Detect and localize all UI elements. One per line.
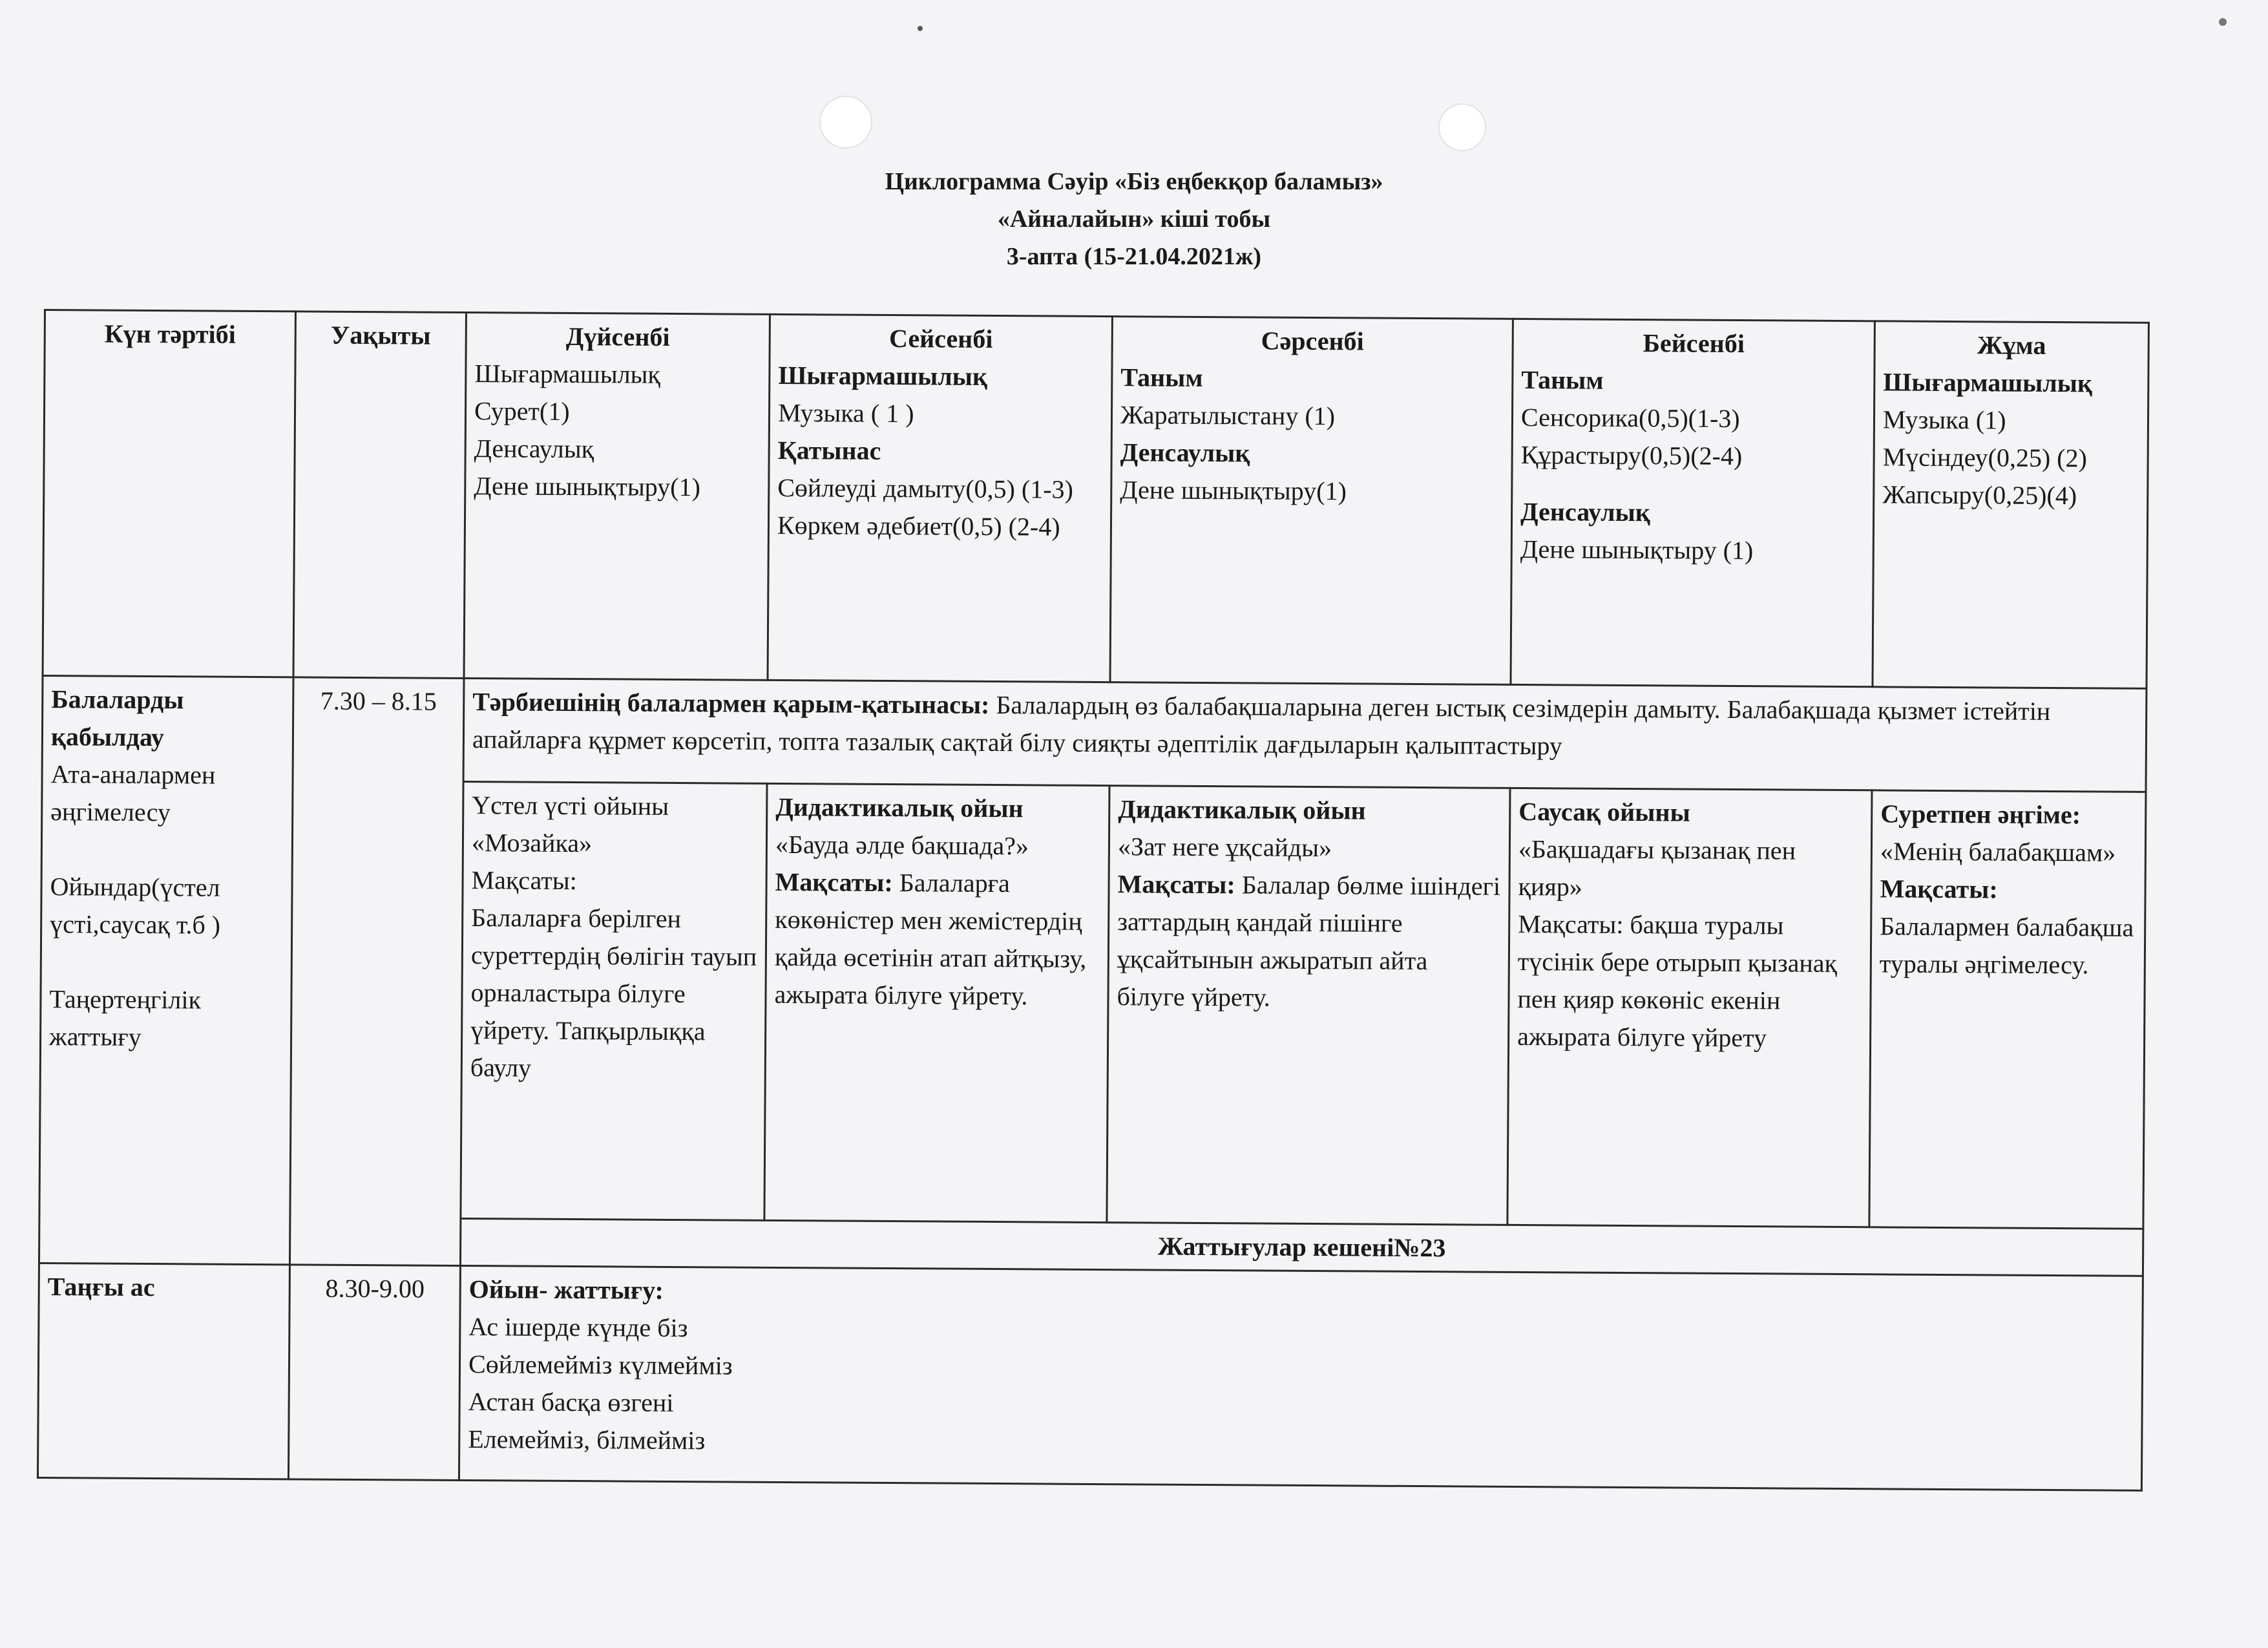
activity-thursday <box>1507 788 1872 1227</box>
area-label: Таным <box>1120 363 1203 392</box>
reception-title: Балаларды қабылдау <box>50 684 184 752</box>
activity-monday <box>461 781 767 1220</box>
breakfast-row <box>37 1263 2143 1490</box>
activity-name: «Менің балабақшам» <box>1880 836 2116 867</box>
scan-speck <box>918 26 923 31</box>
reception-note: Таңертеңгілік жаттығу <box>48 984 202 1051</box>
activity-name: «Мозайка» <box>471 828 593 858</box>
goal-text: бақша туралы түсінік бере отырып қызанақ пен қияр көкөніс екенін ажырата білуге үйрету <box>1517 910 1838 1053</box>
poem-line: Сөйлемейміз күлмейміз <box>468 1349 733 1380</box>
day-name: Сейсенбі <box>888 323 993 354</box>
punch-hole-mark <box>1438 103 1486 151</box>
subject-line: Сурет(1) <box>474 396 570 426</box>
goal-label: Мақсаты: <box>471 865 577 896</box>
area-label: Денсаулық <box>1520 496 1651 527</box>
day-header-monday <box>464 312 770 680</box>
day-name: Жұма <box>1977 330 2046 360</box>
day-name: Сәрсенбі <box>1261 326 1364 356</box>
goal-text: Балалармен балабақша туралы әңгімелесу. <box>1879 911 2134 980</box>
reception-note: Ойындар(үстел үсті,саусақ т.б ) <box>50 872 221 940</box>
communication-label: Тәрбиешінің балалармен қарым-қатынасы: <box>472 687 990 719</box>
goal-label: Мақсаты: <box>1117 869 1235 900</box>
goal-label: Мақсаты: <box>1880 874 1998 904</box>
reception-regime-cell <box>39 675 293 1264</box>
document-header <box>0 163 2268 275</box>
subject-line: Көркем әдебиет(0,5) (2-4) <box>777 510 1060 542</box>
subject-line: Жапсыру(0,25)(4) <box>1882 480 2077 511</box>
area-label: Қатынас <box>777 435 881 465</box>
breakfast-title: Таңғы ас <box>37 1263 289 1479</box>
area-label: Шығармашылық <box>1883 367 2093 398</box>
communication-cell <box>463 678 2147 792</box>
scan-speck <box>2219 18 2227 26</box>
subject-line: Музыка ( 1 ) <box>777 397 914 428</box>
title-line-2: «Айналайын» кіші тобы <box>997 206 1271 233</box>
reception-communication-row <box>42 675 2147 792</box>
activity-name: «Бауда әлде бақшада?» <box>775 829 1029 861</box>
header-regime: Күн тәртібі <box>43 310 295 677</box>
poem-line: Астан басқа өзгені <box>468 1387 674 1417</box>
subject-line: Жаратылыстану (1) <box>1120 400 1336 431</box>
goal-text: Балаларға көкөністер мен жемістердің қайда өсетінін атап айтқызу, ажырата білуге үйрету. <box>774 868 1087 1011</box>
activity-name: «Зат неге ұқсайды» <box>1117 832 1332 863</box>
day-header-thursday <box>1511 319 1874 686</box>
goal-label: Мақсаты: <box>775 867 893 898</box>
activity-title: Үстел үсті ойыны <box>472 790 669 821</box>
breakfast-time: 8.30-9.00 <box>288 1265 460 1481</box>
subject-line: Денсаулық <box>474 434 594 464</box>
communication-text: Балалардың өз балабақшаларына деген ыстық сезімдерін дамыту. Балабақшада қызмет істейтін апайларға құрмет көрсетіп, топта тазалық сақтай білу сияқты әдептілік дағдыларын қалыптастыру <box>472 690 2051 761</box>
poem-line: Елемейміз, білмейміз <box>468 1424 706 1455</box>
reception-time: 7.30 – 8.15 <box>289 677 464 1266</box>
header-time: Уақыты <box>293 312 466 679</box>
game-label: Ойын- жаттығу: <box>468 1274 664 1305</box>
activity-wednesday <box>1107 786 1510 1225</box>
subject-line: Сөйлеуді дамыту(0,5) (1-3) <box>777 472 1074 504</box>
subject-line: Дене шынықтыру (1) <box>1520 534 1754 565</box>
activity-title: Дидактикалық ойын <box>775 792 1024 823</box>
activity-title: Саусақ ойыны <box>1518 796 1690 827</box>
punch-hole-mark <box>819 96 872 149</box>
day-name: Дүйсенбі <box>565 321 670 352</box>
title-line-1: Циклограмма Сәуір «Біз еңбекқор баламыз» <box>885 168 1383 195</box>
breakfast-content <box>459 1265 2143 1490</box>
activity-name: «Бақшадағы қызанақ пен қияр» <box>1518 834 1796 902</box>
subject-line: Дене шынықтыру(1) <box>474 471 701 502</box>
subject-line: Сенсорика(0,5)(1-3) <box>1520 402 1740 434</box>
subject-line: Құрастыру(0,5)(2-4) <box>1520 439 1743 471</box>
subject-line: Дене шынықтыру(1) <box>1120 475 1347 506</box>
day-header-friday <box>1873 321 2148 689</box>
goal-label: Мақсаты: <box>1518 909 1624 939</box>
activity-title: Дидактикалық ойын <box>1118 794 1366 825</box>
goal-text: Балаларға берілген суреттердің бөлігін тауып орналастыра білуге үйрету. Тапқырлыққа баулу <box>470 903 757 1083</box>
day-header-wednesday <box>1110 317 1513 685</box>
goal-text: Балалар бөлме ішіндегі заттардың қандай пішінге ұқсайтынын ажыратып айта білуге үйрету. <box>1117 870 1501 1012</box>
area-label: Денсаулық <box>1120 438 1250 468</box>
reception-note: Ата-аналармен әңгімелесу <box>50 759 216 827</box>
area-label: Таным <box>1521 364 1604 395</box>
day-header-tuesday <box>768 314 1112 682</box>
exercise-complex: Жаттығулар кешені№23 <box>460 1218 2143 1276</box>
day-name: Бейсенбі <box>1643 328 1745 359</box>
activity-tuesday <box>764 783 1109 1222</box>
activity-title: Суретпен әңгіме: <box>1880 799 2081 830</box>
activity-friday <box>1869 790 2146 1229</box>
schedule-table <box>37 309 2150 1492</box>
poem-line: Ас ішерде күнде біз <box>468 1312 688 1343</box>
area-label: Шығармашылық <box>778 360 988 391</box>
subject-line: Мүсіндеу(0,25) (2) <box>1882 442 2088 473</box>
header-row <box>43 310 2148 689</box>
title-line-3: 3-апта (15-21.04.2021ж) <box>1006 243 1262 270</box>
subject-line: Шығармашылық <box>474 359 661 389</box>
subject-line: Музыка (1) <box>1882 405 2006 435</box>
